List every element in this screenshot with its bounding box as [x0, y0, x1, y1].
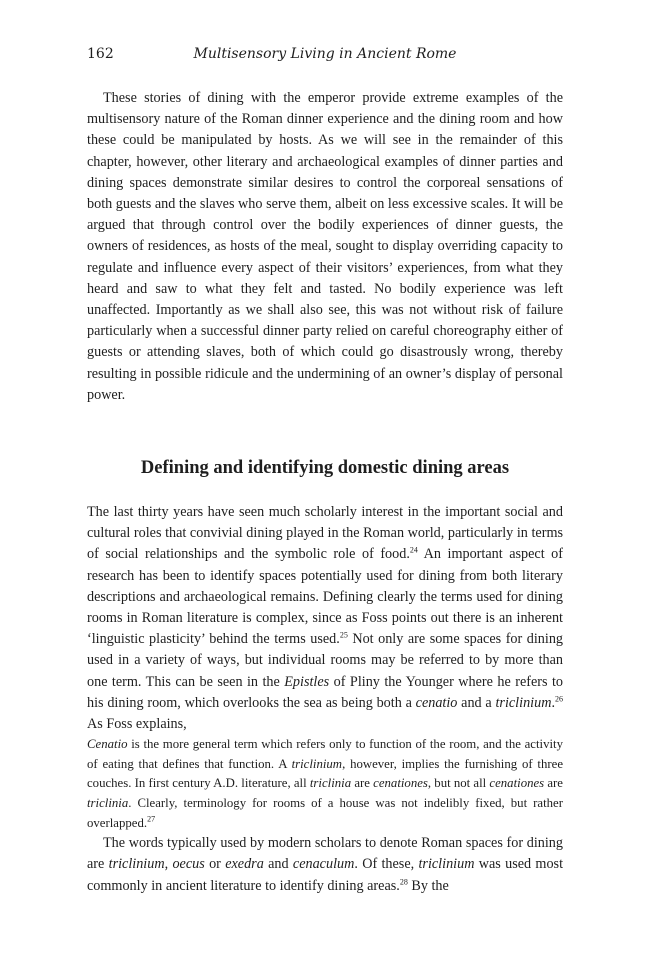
footnote-ref-27: 27: [147, 814, 156, 824]
page-header: [87, 44, 563, 64]
footnote-ref-24: 24: [409, 545, 418, 555]
section-heading: Defining and identifying domestic dining areas: [140, 458, 510, 479]
footnote-ref-28: 28: [399, 876, 408, 886]
footnote-ref-25: 25: [339, 630, 348, 640]
block-quote: Cenatio is the more general term which refers only to function of the room, and the activity of eating that defines that function. A triclinium, however, implies the furnishing of three couches. In first century A.D. literature, all triclinia are cenationes, but not all cenationes are triclinia. Clearly, terminology for rooms of a house was not indelibly fixed, but rather overlapped.$^{27}$: [87, 737, 563, 830]
paragraph-1: These stories of dining with the emperor provide extreme examples of the multisensory nature of the Roman dinner experience and the dining room and how these could be manipulated by hosts. As we will see in the remainder of this chapter, however, other literary and archaeological examples of dinner parties and dining spaces demonstrate similar desires to control the corporeal sensations of both guests and the slaves who serve them, albeit on less excessive scales. It will be argued that through control over the bodily experiences of dinner guests, the owners of residences, as hosts of the meal, sought to display overriding capacity to regulate and influence every aspect of their visitors’ experiences, from what they heard and saw to what they felt and tasted. No bodily experience was left unaffected. Importantly as we shall also see, this was not without risk of failure particularly when a successful dinner party relied on careful choreography either of guests or attending slaves, both of which could go disastrously wrong, thereby resulting in possible ridicule and the undermining of an owner’s display of personal power.: [87, 90, 563, 403]
footnote-ref-26: 26: [555, 694, 563, 704]
paragraph-3: The words typically used by modern scholars to denote Roman spaces for dining are triclinium, oecus or exedra and cenaculum. Of these, triclinium was used most commonly in ancient literature to identify dining areas.$^{28}$ By the: [87, 835, 564, 894]
paragraph-2: The last thirty years have seen much scholarly interest in the important social and cultural roles that convivial dining played in the Roman world, particularly in terms of social relationships and the symbolic role of food.$^{24}$ An important aspect of research has been to identify spaces potentially used for dining from both literary descriptions and archaeological remains. Defining clearly the terms used for dining rooms in Roman literature is complex, since as Foss points out there is an inherent ‘linguistic plasticity’ behind the terms used.$^{25}$ Not only are some spaces for dining used in a variety of ways, but individual rooms may be referred to by more than one term. This can be seen in the Epistles of Pliny the Younger where he refers to his dining room, which overlooks the sea as being both a cenatio and a triclinium.$^{26}$ As Foss explains,: [87, 504, 564, 733]
body-text: [87, 88, 563, 897]
running-title: Multisensory Living in Ancient Rome: [193, 46, 457, 62]
page-number: 162: [87, 46, 114, 62]
